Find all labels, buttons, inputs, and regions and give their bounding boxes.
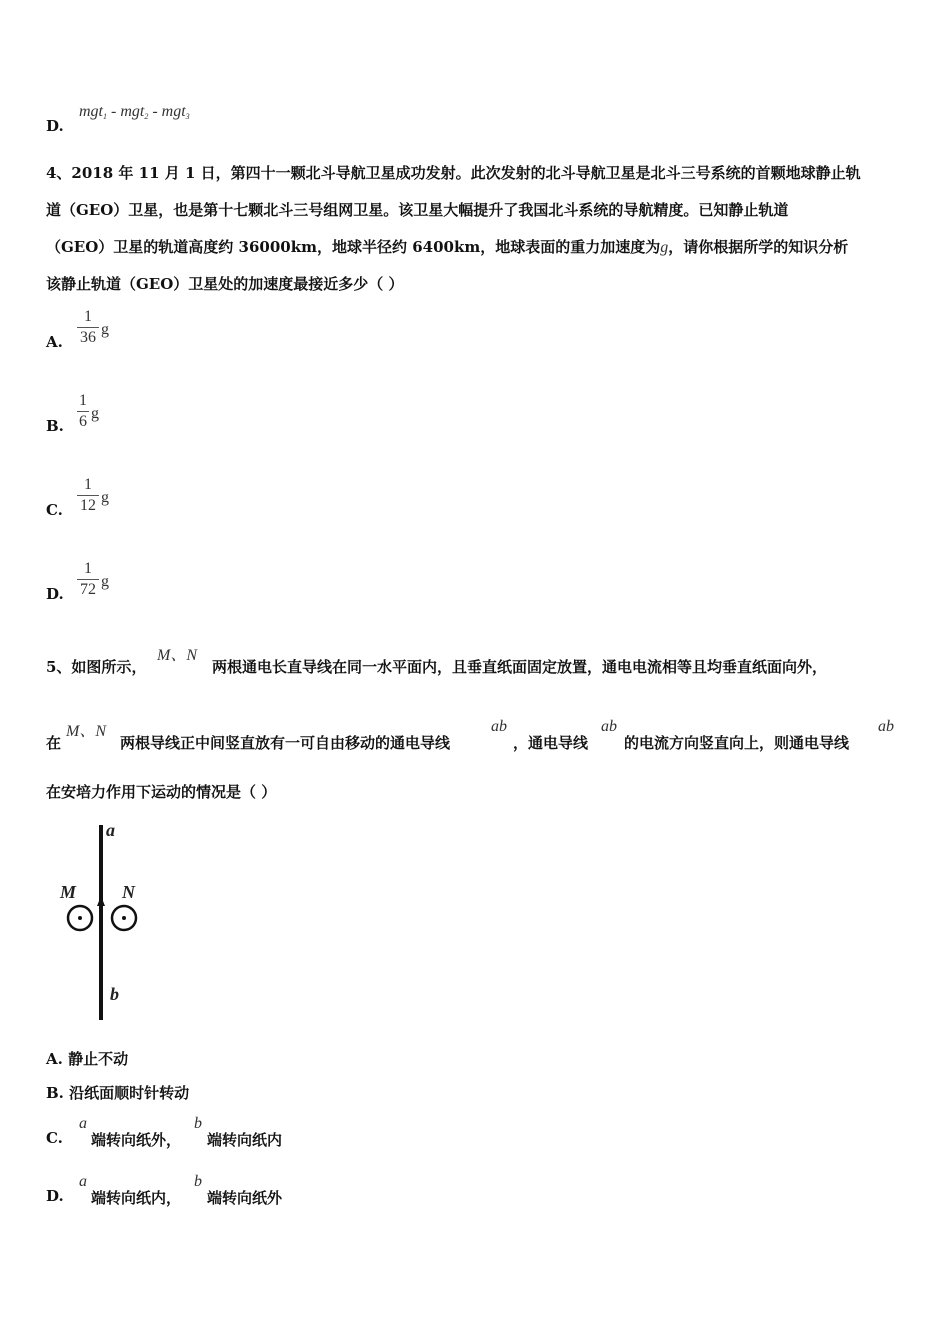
q5-line-2-a: 两根导线正中间竖直放有一可自由移动的通电导线 xyxy=(120,734,451,752)
q4-option-d-fraction: 1 72 xyxy=(77,559,99,600)
figure-label-a: a xyxy=(106,820,115,840)
q5-option-b: B. 沿纸面顺时针转动 xyxy=(46,1084,190,1102)
figure-label-b: b xyxy=(110,984,119,1004)
q5-prefix: 5、如图所示， xyxy=(46,658,147,676)
q5-option-d-var-a: a xyxy=(79,1173,87,1190)
q5-line-2-start: 在 xyxy=(46,734,62,752)
q4-option-a-label: A. xyxy=(46,333,63,351)
figure-label-n: N xyxy=(122,882,135,902)
q5-option-a: A. 静止不动 xyxy=(46,1050,129,1068)
q4-option-c-unit: g xyxy=(101,489,109,506)
prev-option-d-label: D. xyxy=(46,117,64,135)
q5-option-d-text-2: 端转向纸外 xyxy=(207,1189,283,1207)
q5-ab-var-3: ab xyxy=(878,718,894,735)
q4-option-d-unit: g xyxy=(101,573,109,590)
q5-mn-var-1: M、N xyxy=(157,647,198,664)
q5-line-1: 两根通电长直导线在同一水平面内，且垂直纸面固定放置，通电电流相等且均垂直纸面向外， xyxy=(212,658,828,676)
q4-line-1: 4、2018 年 11 月 1 日，第四十一颗北斗导航卫星成功发射。此次发射的北斗导航卫星是北斗三号系统的首颗地球静止轨 xyxy=(46,164,861,182)
current-arrow xyxy=(97,896,105,906)
q5-option-c-label: C. xyxy=(46,1129,63,1147)
prev-option-d-formula: mgt$_1$ - mgt$_2$ - mgt$_3$ xyxy=(79,103,190,121)
wire-m-dot xyxy=(78,916,82,920)
q4-option-c-fraction: 1 12 xyxy=(77,475,99,516)
q4-line-2: 道（GEO）卫星，也是第十七颗北斗三号组网卫星。该卫星大幅提升了我国北斗系统的导航精度。已知静止轨道 xyxy=(46,201,789,219)
q4-option-b-fraction: 1 6 xyxy=(79,392,87,430)
q5-ab-var-1: ab xyxy=(491,718,507,735)
q4-option-a-fraction: 1 36 xyxy=(77,307,99,348)
q5-option-c-text-1: 端转向纸外， xyxy=(91,1131,182,1149)
q5-option-d-text-1: 端转向纸内， xyxy=(91,1189,182,1207)
q4-option-b-unit: g xyxy=(91,405,99,422)
q5-mn-var-2: M、N xyxy=(66,723,107,740)
q4-option-c-label: C. xyxy=(46,501,63,519)
q4-line-4: 该静止轨道（GEO）卫星处的加速度最接近多少（ ） xyxy=(46,275,404,293)
q5-line-2-b: ，通电导线 xyxy=(513,734,589,752)
q4-option-d-label: D. xyxy=(46,585,64,603)
figure-label-m: M xyxy=(60,882,77,902)
q5-figure xyxy=(56,820,166,1025)
q4-option-b-label: B. xyxy=(46,417,64,435)
q5-ab-var-2: ab xyxy=(601,718,617,735)
q4-option-a-unit: g xyxy=(101,321,109,338)
q5-line-2-c: 的电流方向竖直向上，则通电导线 xyxy=(624,734,850,752)
q5-option-c-var-a: a xyxy=(79,1115,87,1132)
q5-option-d-label: D. xyxy=(46,1187,64,1205)
q4-line-3: （GEO）卫星的轨道高度约 36000km，地球半径约 6400km，地球表面的重力加速度为g，请你根据所学的知识分析 xyxy=(46,238,849,256)
q5-option-d-var-b: b xyxy=(194,1173,202,1190)
wire-n-dot xyxy=(122,916,126,920)
q5-line-3: 在安培力作用下运动的情况是（ ） xyxy=(46,783,277,801)
q5-option-c-var-b: b xyxy=(194,1115,202,1132)
q5-option-c-text-2: 端转向纸内 xyxy=(207,1131,283,1149)
